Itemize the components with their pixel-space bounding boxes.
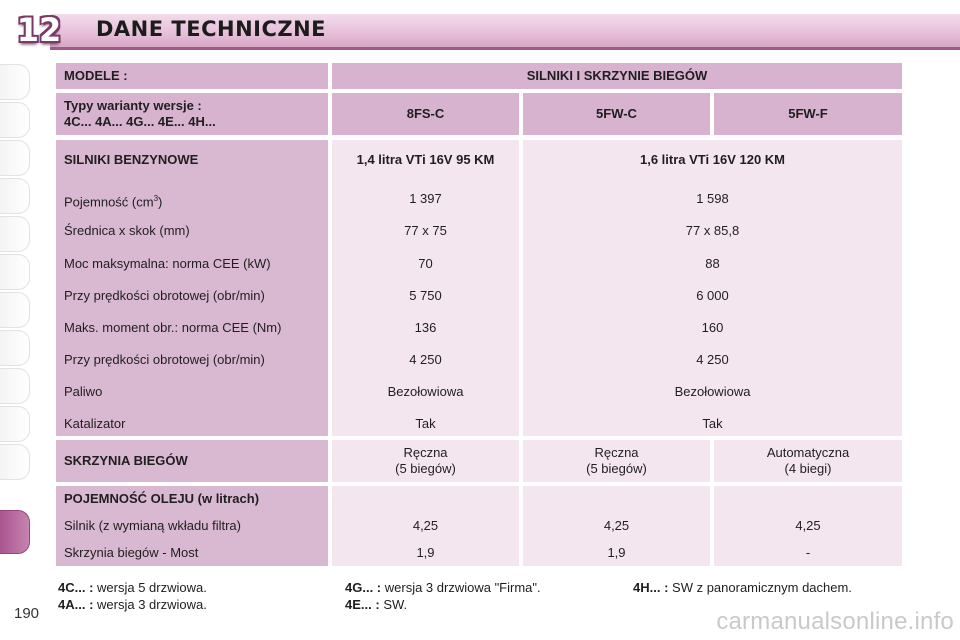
oil-section-title: POJEMNOŚĆ OLEJU (w litrach) (64, 491, 260, 506)
spec-label-text: Pojemność (cm (64, 194, 154, 210)
spec-label (56, 191, 328, 210)
oil-value: 1,9 (416, 545, 435, 560)
gearbox-gears: (5 biegów) (395, 461, 456, 476)
chapter-tab-active[interactable] (0, 510, 30, 554)
footnote-4e (345, 596, 407, 613)
spec-value: Bezołowiowa (387, 384, 464, 399)
variants-label-line2: 4C... 4A... 4G... 4E... 4H... (64, 114, 216, 129)
footnote-4h (633, 579, 852, 596)
spec-value: 4 250 (696, 352, 729, 367)
chapter-tab[interactable] (0, 216, 30, 252)
spec-value: 4 250 (409, 352, 442, 367)
oil-value: 4,25 (795, 518, 821, 533)
footnote-text: SW. (383, 597, 408, 612)
spec-value: Tak (702, 416, 723, 431)
spec-label: Średnica x skok (mm) (64, 223, 190, 238)
oil-value: 1,9 (607, 545, 626, 560)
engine-1-name: 1,4 litra VTi 16V 95 KM (356, 152, 495, 167)
oil-label: Skrzynia biegów - Most (64, 545, 199, 560)
variant-code: 8FS-C (332, 93, 519, 135)
gearbox-type: Ręczna (403, 445, 448, 460)
oil-label: Silnik (z wymianą wkładu filtra) (64, 518, 241, 533)
spec-label: Paliwo (64, 384, 103, 399)
page-title: DANE TECHNICZNE (96, 17, 327, 41)
footnote-text: SW z panoramicznym dachem. (672, 580, 852, 595)
gearbox-type: Automatyczna (766, 445, 850, 460)
spec-value: 136 (414, 320, 437, 335)
gearbox-type: Ręczna (594, 445, 639, 460)
oil-value: 4,25 (603, 518, 630, 533)
footnote-text: wersja 3 drzwiowa "Firma". (384, 580, 541, 595)
spec-label: Przy prędkości obrotowej (obr/min) (64, 352, 265, 367)
spec-label: Moc maksymalna: norma CEE (kW) (64, 256, 271, 271)
footnote-4g (345, 579, 541, 596)
specs-table (56, 60, 906, 570)
variants-label-line1: Typy warianty wersje : (64, 98, 202, 113)
gearbox-gears: (4 biegi) (784, 461, 832, 476)
chapter-tab[interactable] (0, 64, 30, 100)
gearbox-gears: (5 biegów) (586, 461, 647, 476)
chapter-tab[interactable] (0, 444, 30, 480)
watermark-text: carmanualsonline.info (716, 608, 954, 635)
engines-gearboxes-header: SILNIKI I SKRZYNIE BIEGÓW (332, 63, 902, 89)
engine-2-name: 1,6 litra VTi 16V 120 KM (640, 152, 785, 167)
spec-value: Tak (415, 416, 436, 431)
gearbox-value (523, 440, 710, 482)
chapter-tab[interactable] (0, 292, 30, 328)
spec-label-superscript: 3 (153, 194, 159, 203)
chapter-tabs (0, 64, 34, 576)
variant-code: 5FW-C (523, 93, 710, 135)
chapter-tab[interactable] (0, 102, 30, 138)
variant-code: 5FW-F (714, 93, 902, 135)
chapter-tab[interactable] (0, 330, 30, 366)
variants-header (56, 93, 328, 135)
spec-label: Maks. moment obr.: norma CEE (Nm) (64, 320, 282, 335)
petrol-engines-section-title: SILNIKI BENZYNOWE (64, 152, 199, 167)
gearbox-section-title: SKRZYNIA BIEGÓW (56, 440, 328, 482)
spec-value: 70 (418, 256, 433, 271)
spec-value: Bezołowiowa (674, 384, 751, 399)
chapter-number-badge: 12 (16, 11, 62, 49)
footnote-text: wersja 5 drzwiowa. (97, 580, 207, 595)
spec-label-end: ) (158, 194, 163, 210)
gearbox-value (332, 440, 519, 482)
spec-label: Przy prędkości obrotowej (obr/min) (64, 288, 265, 303)
chapter-tab[interactable] (0, 406, 30, 442)
header-underline (50, 47, 960, 50)
footnote-key: 4G... : (345, 580, 382, 595)
gearbox-value (714, 440, 902, 482)
footnote-4a (58, 596, 207, 613)
spec-value: 77 x 75 (404, 223, 447, 238)
footnote-key: 4E... : (345, 597, 380, 612)
footnote-text: wersja 3 drzwiowa. (97, 597, 207, 612)
spec-value: 1 598 (696, 191, 729, 206)
spec-value: 88 (705, 256, 720, 271)
chapter-tab[interactable] (0, 368, 30, 404)
oil-value: - (805, 545, 811, 560)
footnote-4c (58, 579, 207, 596)
footnote-key: 4C... : (58, 580, 94, 595)
spec-value: 1 397 (409, 191, 442, 206)
page-header (0, 0, 960, 58)
chapter-tab[interactable] (0, 254, 30, 290)
chapter-tab[interactable] (0, 140, 30, 176)
spec-value: 160 (701, 320, 724, 335)
chapter-tab[interactable] (0, 178, 30, 214)
footnote-key: 4A... : (58, 597, 94, 612)
page-number: 190 (14, 605, 40, 622)
spec-label: Katalizator (64, 416, 126, 431)
spec-value: 5 750 (409, 288, 442, 303)
models-header: MODELE : (56, 63, 328, 89)
footnote-key: 4H... : (633, 580, 669, 595)
spec-value: 77 x 85,8 (685, 223, 740, 238)
spec-value: 6 000 (696, 288, 729, 303)
oil-value: 4,25 (412, 518, 439, 533)
